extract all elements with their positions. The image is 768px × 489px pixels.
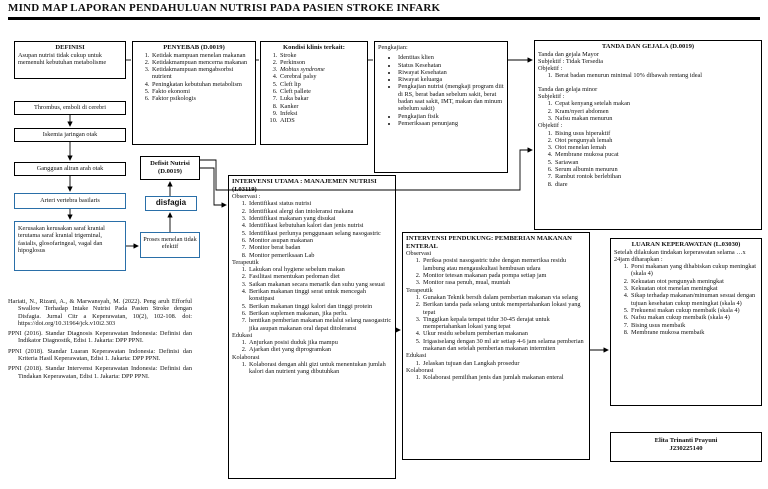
list-item: 1. Ketidak mampuan menelan makanan xyxy=(151,52,253,59)
list-item: 9. Infeksi xyxy=(279,110,365,117)
list-item: 1. Gunakan Teknik bersih dalam pemberian makanan via selang xyxy=(422,294,586,301)
tanda-heading: TANDA DAN GEJALA (D.0019) xyxy=(601,43,695,50)
definisi-heading: DEFINISI xyxy=(55,44,85,51)
list-item: • Riwayat keluarga xyxy=(398,76,504,83)
list-item: 6. Monitor asupan makanan xyxy=(248,237,392,244)
tanda-minor-objektif-list xyxy=(538,130,758,188)
ip-observasi-list xyxy=(406,257,586,286)
list-item: 3. Identifikasi makanan yang disukai xyxy=(248,215,392,222)
list-item: 4. Sikap terhadap makanan/minuman sesuai dengan tujuan kesehatan cukup meningkat (skala 4) xyxy=(630,292,758,307)
title-underline xyxy=(8,17,760,20)
list-item: 6. Serum albumin menurun xyxy=(554,166,758,173)
kondisi-list xyxy=(263,52,365,125)
list-item: 1. Kolaborasi dengan ahli gizi untuk menentukan jumlah kalori dan nutrient yang dibutuhkan xyxy=(248,361,392,376)
list-item: 2. Berikan tanda pada selang untuk mempertahankan lokasi yang tepat xyxy=(422,301,586,316)
tanda-objektif-label: Objektif : xyxy=(538,65,563,73)
ip-edukasi-label: Edukasi xyxy=(406,352,427,360)
intervensi-pendukung-heading: INTERVENSI PENDUKUNG: PEMBERIAN MAKANAN ENTERAL xyxy=(406,235,572,250)
list-item: 1. Bising usus hiperaktif xyxy=(554,130,758,137)
iu-terapeutik-label: Terapeutik xyxy=(232,258,259,266)
disfagia-text: disfagia xyxy=(155,198,187,207)
pengkajian-list xyxy=(378,54,504,127)
luaran-intro: Setelah dilakukan tindakan keperawatan selama …x 24jam diharapkan : xyxy=(614,248,746,263)
luaran-heading: LUARAN KEPERAWATAN (L.03030) xyxy=(631,241,741,248)
iskemia-text: Iskemia jaringan otak xyxy=(42,131,98,138)
list-item: 2. Otot pengunyah lemah xyxy=(554,137,758,144)
reference-item: PPNI (2018). Standar Intervensi Keperawatan Indonesia: Definisi dan Tindakan Keperawatan, Edisi 1. Jakarta: DPP PPNI. xyxy=(8,365,192,380)
proses-text: Proses menelan tidak efektif xyxy=(143,236,197,251)
list-item: 8. Membrane mukosa membaik xyxy=(630,329,758,336)
iu-observasi-label: Observasi : xyxy=(232,193,261,201)
list-item: • Pengkajian nutrisi (mengkaji program diit di RS, berat badan sebelum sakit, berat badan saat sakit, IMT, makan dan minum sebelum sakit) xyxy=(398,83,504,112)
list-item: 3. Mobius syndrome xyxy=(279,66,365,73)
list-item: 7. hentikan pemberian makanan melalui selang nasogastric jika asupan makanan oral dapat ditoleransi xyxy=(248,317,392,332)
intervensi-utama-heading: INTERVENSI UTAMA : MANAJEMEN NUTRISI (I.03119) xyxy=(232,178,377,193)
tanda-subjektif-label: Subjektif : xyxy=(538,93,565,101)
tanda-mayor-subjektif: Subjektif : Tidak Tersedia xyxy=(538,57,604,65)
kerusakan-box xyxy=(14,221,126,271)
list-item: • Pengkajian fisik xyxy=(398,113,504,120)
list-item: 2. Fasilitasi menentukan pedoman diet xyxy=(248,273,392,280)
list-item: 5. Fakto ekonomi xyxy=(151,88,253,95)
trombus-text: Thrombus, emboli di cerebri xyxy=(33,104,107,111)
list-item: 8. diare xyxy=(554,181,758,188)
list-item: 3. Tinggikan kepala tempat tidur 30-45 derajat untuk mempertahankan lokasi yang tepat xyxy=(422,316,586,331)
pengkajian-heading: Pengkajian: xyxy=(378,44,408,51)
list-item: 1. Anjurkan posisi duduk jika mampu xyxy=(248,339,392,346)
list-item: • Pemeriksaan penunjang xyxy=(398,120,504,127)
list-item: 3. Nafsu makan menurun xyxy=(554,115,758,122)
list-item: • Riwayat Kesehatan xyxy=(398,69,504,76)
list-item: 5. Identifikasi perlunya penggunaan selang nasogastric xyxy=(248,230,392,237)
list-item: 1. Lakukan oral hygiene sebelum makan xyxy=(248,266,392,273)
iu-terapeutik-list xyxy=(232,266,392,332)
list-item: 7. Rambut rontok berlebihan xyxy=(554,173,758,180)
trombus-box xyxy=(14,101,126,115)
list-item: 3. Kekuatan otot menelan meningkat xyxy=(630,285,758,292)
list-item: 10. AIDS xyxy=(279,117,365,124)
list-item: 3. Otot menelan lemah xyxy=(554,144,758,151)
definisi-text: Asupan nutrisi tidak cukup untuk memenuhi kebutuhan metabolisme xyxy=(18,51,107,66)
kerusakan-text: Kerusakan kerusakan saraf kranial terutama saraf kranial trigeminal, fasialis, glosofaringeal, vagal dan hipoglosus xyxy=(18,225,105,254)
kondisi-box xyxy=(260,41,368,145)
iu-observasi-list xyxy=(232,200,392,258)
pengkajian-box xyxy=(374,41,508,173)
list-item: 7. Monitor berat badan xyxy=(248,244,392,251)
ip-terapeutik-label: Terapeutik xyxy=(406,286,433,294)
iu-kolaborasi-label: Kolaborasi xyxy=(232,353,260,361)
author-name: Elita Trinanti Prayuni xyxy=(654,437,718,444)
iu-kolaborasi-list xyxy=(232,361,392,376)
ip-observasi-label: Observasi xyxy=(406,250,432,258)
ip-kolaborasi-label: Kolaborasi xyxy=(406,366,434,374)
list-item: 8. Monitor pemeriksaan Lab xyxy=(248,252,392,259)
arrow-defisit-intervensi xyxy=(200,168,226,205)
list-item: 6. Berikan suplemen makanan, jika perlu. xyxy=(248,310,392,317)
kondisi-heading: Kondisi klinis terkait: xyxy=(283,44,345,51)
intervensi-utama-box xyxy=(228,175,396,479)
list-item: 2. Monitor tetesan makanan pada pompa setiap jam xyxy=(422,272,586,279)
list-item: 1. Stroke xyxy=(279,52,365,59)
reference-item: Hariati, N., Rizani, A., & Marwansyah, M. (2022). Peng aruh Efforful Swallow Terhadap Intake Nutrisi Pada Pasien Stroke dengan Disfagia. Jurnal Citr a Keperawatan, 10(2), 102-108. doi: https://doi.org/10.31964/jck.v10i2.303 xyxy=(8,298,192,327)
defisit-box xyxy=(140,156,200,180)
list-item: 4. Identifikasi kebutuhan kalori dan jenis nutrisi xyxy=(248,222,392,229)
tanda-minor-subjektif-list xyxy=(538,100,758,122)
list-item: 3. Ketidakmampuan mengabsorbsi nutrient xyxy=(151,66,253,81)
list-item: 4. Berikan makanan tinggi serat untuk mencegah konstipasi xyxy=(248,288,392,303)
author-box xyxy=(610,432,762,462)
list-item: 4. Cerebral palsy xyxy=(279,73,365,80)
tanda-mayor-label: Tanda dan gejala Mayor xyxy=(538,50,599,58)
list-item: 2. Ketidakmampuan mencerna makanan xyxy=(151,59,253,66)
list-item: 4. Membrane mukosa pucat xyxy=(554,151,758,158)
list-item: 2. Identifikasi alergi dan intoleransi makana xyxy=(248,208,392,215)
list-item: 5. Berikan makanan tinggi kalori dan tinggi protein xyxy=(248,303,392,310)
gangguan-text: Gangguan aliran arah otak xyxy=(36,165,104,172)
tanda-minor-label: Tanda dan gelaja minor xyxy=(538,85,598,93)
list-item: 7. Luka bakar xyxy=(279,95,365,102)
penyebab-box xyxy=(132,41,256,145)
page-title: MIND MAP LAPORAN PENDAHULUAN NUTRISI PADA PASIEN STROKE INFARK xyxy=(8,2,441,14)
ip-kolaborasi-list xyxy=(406,374,586,381)
list-item: 2. Ajarkan diet yang diprogramkan xyxy=(248,346,392,353)
list-item: 6. Nafsu makan cukup membaik (skala 4) xyxy=(630,314,758,321)
list-item: 1. Kolaborasi pemilihan jenis dan jumlah makanan enteral xyxy=(422,374,586,381)
tanda-gejala-box xyxy=(534,40,762,230)
luaran-list xyxy=(614,263,758,336)
arteri-box xyxy=(14,193,126,209)
iu-edukasi-label: Edukasi xyxy=(232,331,253,339)
list-item: 3. Saikan makanan secara menarik dan suhu yang sesuai xyxy=(248,281,392,288)
list-item: • Status Kesehatan xyxy=(398,62,504,69)
list-item: 3. Monitor rasa penuh, mual, muntah xyxy=(422,279,586,286)
list-item: 1. Porsi makanan yang dihabiskan cukup meningkat (skala 4) xyxy=(630,263,758,278)
proses-box xyxy=(140,232,200,258)
list-item: 6. Faktor psikologis xyxy=(151,95,253,102)
gangguan-box xyxy=(14,162,126,176)
list-item: 5. Cleft lip xyxy=(279,81,365,88)
list-item: 1. Jelaskan tujuan dan Langkah prosedur xyxy=(422,360,586,367)
list-item: 1. Periksa posisi nasogastric tube dengan memeriksa residu lambung atau mengauskultasi hembusan udara xyxy=(422,257,586,272)
list-item: 5. Sariawan xyxy=(554,159,758,166)
list-item: 5. Frekuensi makan cukup membaik (skala 4) xyxy=(630,307,758,314)
penyebab-list xyxy=(135,52,253,103)
list-item: 2. Kram/nyeri abdomen xyxy=(554,108,758,115)
penyebab-heading: PENYEBAB (D.0019) xyxy=(163,44,225,51)
list-item: 4. Peningkatan kebutuhan metabolism xyxy=(151,81,253,88)
arteri-text: Arteri vertebra basilaris xyxy=(40,197,100,204)
ip-terapeutik-list xyxy=(406,294,586,352)
list-item: 7. Bising usus membaik xyxy=(630,322,758,329)
reference-item: PPNI (2018). Standar Luaran Keperawatan Indonesia: Definisi dan Kriteria Hasil Keperawatan, Edisi 1. Jakarta: DPP PPNI. xyxy=(8,347,192,363)
list-item: 1. Berat badan menurun minimal 10% dibawah rentang ideal xyxy=(554,72,758,79)
references xyxy=(8,298,192,383)
tanda-mayor-objektif-list xyxy=(538,72,758,79)
list-item: 8. Kanker xyxy=(279,103,365,110)
list-item: 2. Kekuatan otot pengunyah meningkat xyxy=(630,278,758,285)
list-item: 4. Ukur residu sebelum pemberian makanan xyxy=(422,330,586,337)
luaran-box xyxy=(610,238,762,406)
reference-item: PPNI (2016). Standar Diagnosis Keperawatan Indonesia: Definisi dan Indikator Diagnostik, Edisi 1. Jakarta: DPP PPNI. xyxy=(8,330,192,345)
iu-edukasi-list xyxy=(232,339,392,354)
intervensi-pendukung-box xyxy=(402,232,590,460)
disfagia-box xyxy=(145,196,197,211)
list-item: 1. Cepat kenyang setelah makan xyxy=(554,100,758,107)
list-item: • Identitas klien xyxy=(398,54,504,61)
ip-edukasi-list xyxy=(406,360,586,367)
iskemia-box xyxy=(14,128,126,142)
list-item: 1. Identifikasi status nutrisi xyxy=(248,200,392,207)
definisi-box xyxy=(14,41,126,79)
list-item: 6. Cleft pallete xyxy=(279,88,365,95)
list-item: 2. Perkinson xyxy=(279,59,365,66)
list-item: 5. Irigasiselang dengan 30 ml air setiap 4-6 jam selama pemberian makanan dan setelah pemberian makanan intermiten xyxy=(422,338,586,353)
tanda-objektif-label-2: Objektif : xyxy=(538,122,563,130)
author-nim: J230225140 xyxy=(669,444,703,452)
defisit-text: Defisit Nutrisi (D.0019) xyxy=(150,160,190,175)
